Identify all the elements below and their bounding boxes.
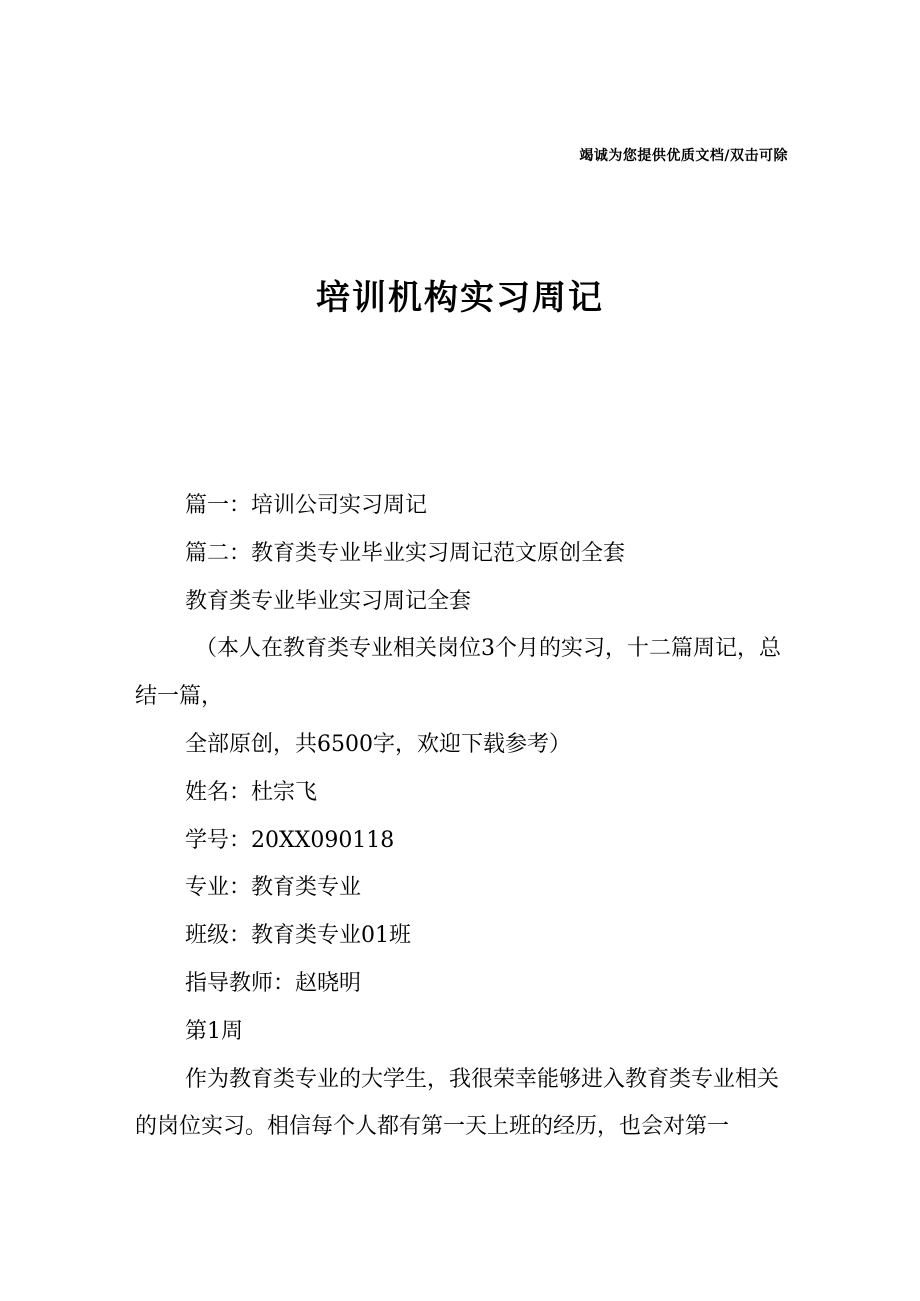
toc-item-1: 篇一：培训公司实习周记 [185,493,428,518]
intro-paragraph: （本人在教育类专业相关岗位3个月的实习，十二篇周记，总结一篇， [135,636,781,710]
document-title: 培训机构实习周记 [316,278,604,318]
section-subtitle: 教育类专业毕业实习周记全套 [185,588,472,614]
intro-paragraph-continued: 全部原创，共6500字，欢迎下载参考） [185,731,571,757]
advisor: 指导教师：赵晓明 [185,970,362,996]
week-heading: 第1周 [185,1018,243,1044]
header-note: 竭诚为您提供优质文档/双击可除 [579,148,788,164]
student-major: 专业：教育类专业 [185,875,362,901]
student-id: 学号：20XX090118 [185,827,395,853]
document-body [135,482,795,1151]
student-class: 班级：教育类专业01班 [185,923,411,949]
student-name: 姓名：杜宗飞 [185,779,318,805]
body-paragraph: 作为教育类专业的大学生，我很荣幸能够进入教育类专业相关的岗位实习。相信每个人都有第一天上班的经历，也会对第一 [135,1066,780,1140]
toc-item-2: 篇二：教育类专业毕业实习周记范文原创全套 [185,540,626,566]
